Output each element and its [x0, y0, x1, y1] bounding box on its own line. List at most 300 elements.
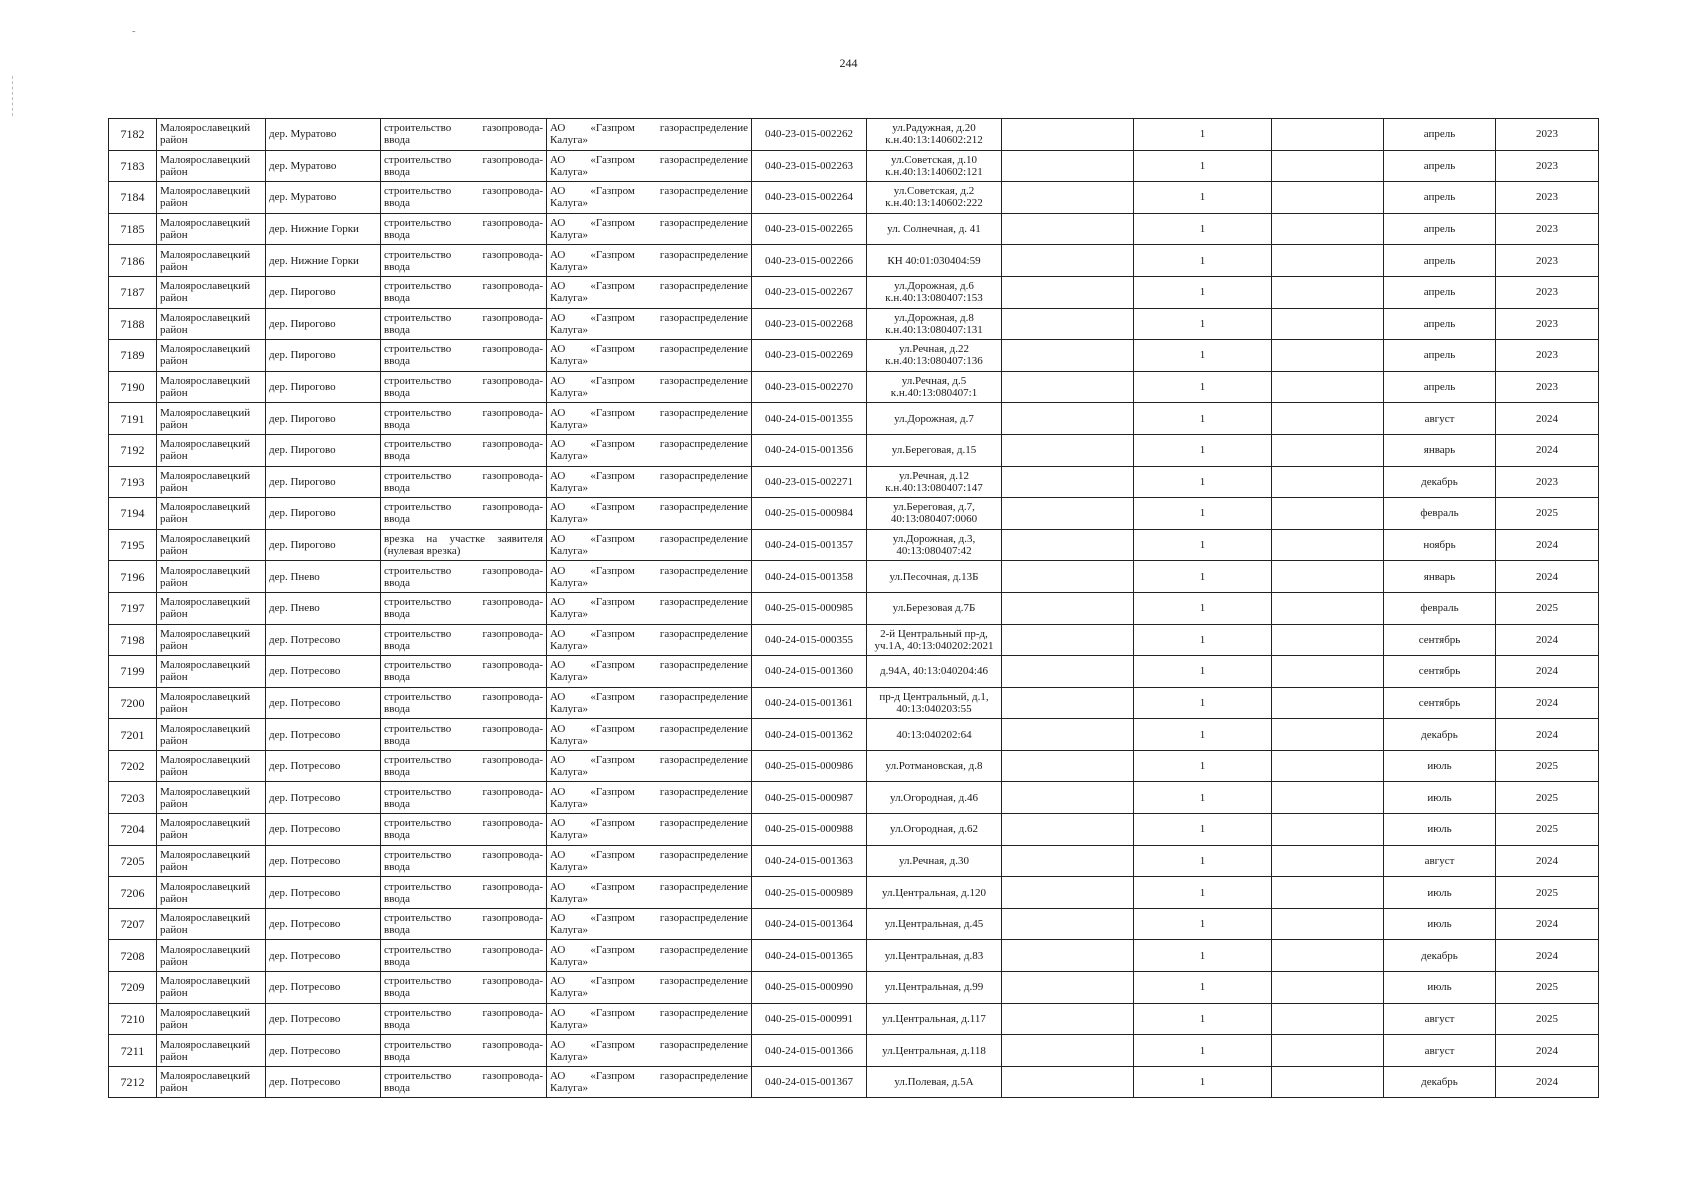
work-type-cell [381, 972, 547, 1004]
year-cell: 2023 [1496, 371, 1599, 403]
locality-cell: дер. Пирогово [266, 403, 381, 435]
year-cell: 2023 [1496, 119, 1599, 151]
work-type-cell [381, 371, 547, 403]
year-cell: 2025 [1496, 750, 1599, 782]
organization-cell [547, 782, 752, 814]
work-type-cell [381, 182, 547, 214]
district-cell: Малоярославецкий район [157, 814, 266, 846]
organization-cell-line: Калуга» [550, 545, 589, 558]
address-cell [867, 498, 1002, 530]
organization-cell-line: Калуга» [550, 1082, 589, 1095]
blank-cell [1002, 1066, 1134, 1098]
quantity-cell: 1 [1134, 1035, 1272, 1067]
organization-cell-line: Калуга» [550, 987, 589, 1000]
work-type-cell-line: ввода [384, 323, 410, 336]
month-cell: июль [1384, 782, 1496, 814]
blank-cell [1002, 308, 1134, 340]
month-cell: июль [1384, 814, 1496, 846]
organization-cell [547, 276, 752, 308]
organization-cell-line: Калуга» [550, 1050, 589, 1063]
table-row [109, 814, 1599, 846]
organization-cell-line: АО «Газпром газораспределение [550, 469, 748, 482]
address-line: к.н.40:13:080407:136 [885, 355, 983, 368]
year-cell: 2023 [1496, 276, 1599, 308]
district-cell: Малоярославецкий район [157, 150, 266, 182]
address-line: ул.Дорожная, д.7 [894, 412, 974, 425]
address-line: ул.Речная, д.30 [898, 854, 970, 867]
organization-cell [547, 908, 752, 940]
district-cell: Малоярославецкий район [157, 750, 266, 782]
work-type-cell [381, 1003, 547, 1035]
work-type-cell-line: строительство газопровода- [384, 406, 543, 419]
work-type-cell [381, 656, 547, 688]
address-line: 40:13:040203:55 [896, 702, 972, 715]
organization-cell [547, 561, 752, 593]
month-cell: декабрь [1384, 940, 1496, 972]
work-type-cell-line: строительство газопровода- [384, 375, 543, 388]
work-type-cell-line: ввода [384, 987, 410, 1000]
application-code-cell: 040-25-015-000984 [752, 498, 867, 530]
blank-cell [1272, 814, 1384, 846]
locality-cell: дер. Пирогово [266, 434, 381, 466]
organization-cell [547, 498, 752, 530]
work-type-cell [381, 845, 547, 877]
year-cell: 2025 [1496, 592, 1599, 624]
work-type-cell-line: строительство газопровода- [384, 627, 543, 640]
locality-cell: дер. Муратово [266, 150, 381, 182]
month-cell: ноябрь [1384, 529, 1496, 561]
address-cell [867, 434, 1002, 466]
year-cell: 2024 [1496, 940, 1599, 972]
address-cell [867, 972, 1002, 1004]
month-cell: август [1384, 403, 1496, 435]
application-code-cell: 040-23-015-002263 [752, 150, 867, 182]
address-cell [867, 1066, 1002, 1098]
application-code-cell: 040-25-015-000991 [752, 1003, 867, 1035]
address-line: к.н.40:13:140602:212 [885, 134, 983, 147]
locality-cell: дер. Потресово [266, 845, 381, 877]
month-cell: декабрь [1384, 466, 1496, 498]
month-cell: июль [1384, 972, 1496, 1004]
address-line: ул.Огородная, д.62 [890, 823, 978, 836]
work-type-cell-line: строительство газопровода- [384, 722, 543, 735]
year-cell: 2024 [1496, 1066, 1599, 1098]
address-cell [867, 656, 1002, 688]
address-line: пр-д Центральный, д.1, [879, 690, 989, 703]
district-cell: Малоярославецкий район [157, 119, 266, 151]
year-cell: 2023 [1496, 466, 1599, 498]
quantity-cell: 1 [1134, 119, 1272, 151]
application-code-cell: 040-25-015-000989 [752, 877, 867, 909]
month-cell: апрель [1384, 182, 1496, 214]
year-cell: 2025 [1496, 877, 1599, 909]
address-line: ул.Центральная, д.118 [882, 1044, 986, 1057]
work-type-cell-line: ввода [384, 1018, 410, 1031]
organization-cell-line: АО «Газпром газораспределение [550, 1070, 748, 1083]
row-number-cell: 7191 [109, 403, 157, 435]
row-number-cell: 7204 [109, 814, 157, 846]
address-line: к.н.40:13:080407:131 [885, 323, 983, 336]
row-number-cell: 7211 [109, 1035, 157, 1067]
district-cell: Малоярославецкий район [157, 245, 266, 277]
organization-cell [547, 1003, 752, 1035]
organization-cell-line: АО «Газпром газораспределение [550, 564, 748, 577]
year-cell: 2024 [1496, 403, 1599, 435]
organization-cell [547, 814, 752, 846]
locality-cell: дер. Потресово [266, 782, 381, 814]
district-cell: Малоярославецкий район [157, 908, 266, 940]
address-line: к.н.40:13:140602:222 [885, 197, 983, 210]
application-code-cell: 040-24-015-001361 [752, 687, 867, 719]
quantity-cell: 1 [1134, 561, 1272, 593]
address-line: ул.Дорожная, д.3, [892, 533, 976, 546]
page-number: 244 [839, 56, 858, 70]
address-cell [867, 371, 1002, 403]
blank-cell [1272, 782, 1384, 814]
organization-cell-line: АО «Газпром газораспределение [550, 627, 748, 640]
locality-cell: дер. Пирогово [266, 498, 381, 530]
organization-cell [547, 1066, 752, 1098]
year-cell: 2025 [1496, 782, 1599, 814]
address-cell [867, 340, 1002, 372]
organization-cell-line: Калуга» [550, 450, 589, 463]
work-type-cell-line: ввода [384, 513, 410, 526]
work-type-cell [381, 877, 547, 909]
locality-cell: дер. Пнево [266, 592, 381, 624]
organization-cell [547, 877, 752, 909]
work-type-cell-line: ввода [384, 892, 410, 905]
row-number-cell: 7203 [109, 782, 157, 814]
work-type-cell-line: ввода [384, 734, 410, 747]
work-type-cell [381, 782, 547, 814]
work-type-cell [381, 308, 547, 340]
organization-cell-line: АО «Газпром газораспределение [550, 1038, 748, 1051]
organization-cell [547, 529, 752, 561]
address-line: ул.Ротмановская, д.8 [885, 760, 983, 773]
work-type-cell-line: строительство газопровода- [384, 848, 543, 861]
month-cell: сентябрь [1384, 656, 1496, 688]
work-type-cell-line: строительство газопровода- [384, 564, 543, 577]
row-number-cell: 7195 [109, 529, 157, 561]
quantity-cell: 1 [1134, 498, 1272, 530]
blank-cell [1002, 877, 1134, 909]
quantity-cell: 1 [1134, 150, 1272, 182]
table-row [109, 403, 1599, 435]
locality-cell: дер. Нижние Горки [266, 245, 381, 277]
work-type-cell-line: строительство газопровода- [384, 785, 543, 798]
application-code-cell: 040-23-015-002268 [752, 308, 867, 340]
year-cell: 2024 [1496, 624, 1599, 656]
address-cell [867, 1003, 1002, 1035]
address-cell [867, 940, 1002, 972]
organization-cell-line: АО «Газпром газораспределение [550, 943, 748, 956]
district-cell: Малоярославецкий район [157, 498, 266, 530]
blank-cell [1002, 119, 1134, 151]
address-cell [867, 308, 1002, 340]
month-cell: апрель [1384, 119, 1496, 151]
blank-cell [1002, 150, 1134, 182]
organization-cell [547, 182, 752, 214]
scan-margin-marks [12, 76, 14, 116]
locality-cell: дер. Муратово [266, 119, 381, 151]
application-code-cell: 040-24-015-001362 [752, 719, 867, 751]
quantity-cell: 1 [1134, 972, 1272, 1004]
blank-cell [1002, 687, 1134, 719]
work-type-cell-line: строительство газопровода- [384, 438, 543, 451]
work-type-cell [381, 245, 547, 277]
application-code-cell: 040-24-015-000355 [752, 624, 867, 656]
month-cell: апрель [1384, 340, 1496, 372]
work-type-cell [381, 529, 547, 561]
month-cell: январь [1384, 434, 1496, 466]
work-type-cell-line: строительство газопровода- [384, 754, 543, 767]
locality-cell: дер. Потресово [266, 908, 381, 940]
organization-cell [547, 592, 752, 624]
organization-cell-line: АО «Газпром газораспределение [550, 153, 748, 166]
address-cell [867, 276, 1002, 308]
work-type-cell-line: строительство газопровода- [384, 280, 543, 293]
blank-cell [1272, 119, 1384, 151]
district-cell: Малоярославецкий район [157, 1066, 266, 1098]
organization-cell-line: АО «Газпром газораспределение [550, 596, 748, 609]
blank-cell [1272, 150, 1384, 182]
address-cell [867, 119, 1002, 151]
organization-cell-line: АО «Газпром газораспределение [550, 975, 748, 988]
organization-cell [547, 466, 752, 498]
blank-cell [1002, 245, 1134, 277]
address-line: КН 40:01:030404:59 [887, 254, 981, 267]
month-cell: апрель [1384, 245, 1496, 277]
organization-cell [547, 940, 752, 972]
table-row [109, 1035, 1599, 1067]
district-cell: Малоярославецкий район [157, 719, 266, 751]
blank-cell [1272, 371, 1384, 403]
organization-cell [547, 371, 752, 403]
work-type-cell-line: строительство газопровода- [384, 1070, 543, 1083]
blank-cell [1002, 276, 1134, 308]
address-line: ул.Береговая, д.15 [891, 444, 977, 457]
address-cell [867, 182, 1002, 214]
row-number-cell: 7188 [109, 308, 157, 340]
month-cell: сентябрь [1384, 624, 1496, 656]
address-cell [867, 466, 1002, 498]
locality-cell: дер. Потресово [266, 1066, 381, 1098]
address-cell [867, 782, 1002, 814]
row-number-cell: 7193 [109, 466, 157, 498]
organization-cell [547, 213, 752, 245]
work-type-cell [381, 150, 547, 182]
month-cell: апрель [1384, 213, 1496, 245]
quantity-cell: 1 [1134, 213, 1272, 245]
organization-cell-line: АО «Газпром газораспределение [550, 438, 748, 451]
work-type-cell-line: ввода [384, 671, 410, 684]
district-cell: Малоярославецкий район [157, 403, 266, 435]
year-cell: 2024 [1496, 687, 1599, 719]
quantity-cell: 1 [1134, 845, 1272, 877]
quantity-cell: 1 [1134, 1003, 1272, 1035]
organization-cell-line: АО «Газпром газораспределение [550, 880, 748, 893]
organization-cell-line: Калуга» [550, 323, 589, 336]
year-cell: 2025 [1496, 498, 1599, 530]
work-type-cell-line: ввода [384, 134, 410, 147]
blank-cell [1272, 1066, 1384, 1098]
blank-cell [1272, 213, 1384, 245]
quantity-cell: 1 [1134, 719, 1272, 751]
year-cell: 2024 [1496, 1035, 1599, 1067]
work-type-cell-line: строительство газопровода- [384, 912, 543, 925]
address-line: ул.Центральная, д.83 [884, 949, 984, 962]
work-type-cell-line: строительство газопровода- [384, 975, 543, 988]
blank-cell [1272, 466, 1384, 498]
organization-cell [547, 119, 752, 151]
address-line: к.н.40:13:140602:121 [885, 165, 983, 178]
row-number-cell: 7202 [109, 750, 157, 782]
district-cell: Малоярославецкий район [157, 1003, 266, 1035]
address-cell [867, 529, 1002, 561]
organization-cell-line: АО «Газпром газораспределение [550, 754, 748, 767]
organization-cell-line: Калуга» [550, 260, 589, 273]
year-cell: 2024 [1496, 908, 1599, 940]
blank-cell [1272, 434, 1384, 466]
organization-cell-line: Калуга» [550, 892, 589, 905]
quantity-cell: 1 [1134, 814, 1272, 846]
row-number-cell: 7212 [109, 1066, 157, 1098]
locality-cell: дер. Пирогово [266, 340, 381, 372]
work-type-cell [381, 1035, 547, 1067]
work-type-cell-line: строительство газопровода- [384, 1038, 543, 1051]
organization-cell-line: Калуга» [550, 418, 589, 431]
address-line: ул.Советская, д.2 [893, 185, 975, 198]
blank-cell [1272, 940, 1384, 972]
application-code-cell: 040-25-015-000986 [752, 750, 867, 782]
work-type-cell [381, 719, 547, 751]
work-type-cell [381, 119, 547, 151]
address-line: уч.1А, 40:13:040202:2021 [874, 639, 994, 652]
table-row [109, 750, 1599, 782]
table-row [109, 845, 1599, 877]
month-cell: декабрь [1384, 719, 1496, 751]
address-line: ул.Дорожная, д.8 [894, 311, 974, 324]
organization-cell-line: АО «Газпром газораспределение [550, 217, 748, 230]
address-cell [867, 1035, 1002, 1067]
district-cell: Малоярославецкий район [157, 782, 266, 814]
blank-cell [1272, 687, 1384, 719]
month-cell: июль [1384, 750, 1496, 782]
quantity-cell: 1 [1134, 624, 1272, 656]
table-row [109, 276, 1599, 308]
work-type-cell-line: строительство газопровода- [384, 311, 543, 324]
application-code-cell: 040-23-015-002271 [752, 466, 867, 498]
organization-cell [547, 245, 752, 277]
application-code-cell: 040-23-015-002267 [752, 276, 867, 308]
address-cell [867, 592, 1002, 624]
organization-cell [547, 972, 752, 1004]
month-cell: июль [1384, 877, 1496, 909]
blank-cell [1272, 276, 1384, 308]
district-cell: Малоярославецкий район [157, 466, 266, 498]
blank-cell [1002, 529, 1134, 561]
month-cell: сентябрь [1384, 687, 1496, 719]
row-number-cell: 7189 [109, 340, 157, 372]
month-cell: август [1384, 1003, 1496, 1035]
district-cell: Малоярославецкий район [157, 308, 266, 340]
organization-cell-line: Калуга» [550, 829, 589, 842]
quantity-cell: 1 [1134, 877, 1272, 909]
organization-cell-line: Калуга» [550, 608, 589, 621]
work-type-cell-line: строительство газопровода- [384, 153, 543, 166]
registry-table [108, 118, 1599, 1098]
address-cell [867, 561, 1002, 593]
work-type-cell-line: ввода [384, 1050, 410, 1063]
table-row [109, 529, 1599, 561]
work-type-cell-line: врезка на участке заявителя [384, 533, 543, 546]
blank-cell [1272, 245, 1384, 277]
work-type-cell-line: ввода [384, 702, 410, 715]
organization-cell [547, 750, 752, 782]
organization-cell-line: АО «Газпром газораспределение [550, 659, 748, 672]
work-type-cell [381, 498, 547, 530]
application-code-cell: 040-23-015-002269 [752, 340, 867, 372]
district-cell: Малоярославецкий район [157, 972, 266, 1004]
address-cell [867, 750, 1002, 782]
organization-cell [547, 624, 752, 656]
application-code-cell: 040-23-015-002264 [752, 182, 867, 214]
blank-cell [1002, 213, 1134, 245]
organization-cell-line: Калуга» [550, 355, 589, 368]
application-code-cell: 040-25-015-000987 [752, 782, 867, 814]
organization-cell-line: Калуга» [550, 134, 589, 147]
application-code-cell: 040-24-015-001365 [752, 940, 867, 972]
address-cell [867, 814, 1002, 846]
blank-cell [1002, 624, 1134, 656]
work-type-cell [381, 276, 547, 308]
month-cell: декабрь [1384, 1066, 1496, 1098]
quantity-cell: 1 [1134, 782, 1272, 814]
address-line: ул.Березовая д.7Б [892, 602, 976, 615]
table-row [109, 624, 1599, 656]
address-line: ул.Речная, д.12 [898, 469, 970, 482]
month-cell: август [1384, 1035, 1496, 1067]
work-type-cell-line: ввода [384, 481, 410, 494]
address-cell [867, 908, 1002, 940]
row-number-cell: 7185 [109, 213, 157, 245]
work-type-cell-line: строительство газопровода- [384, 469, 543, 482]
blank-cell [1002, 814, 1134, 846]
address-cell [867, 687, 1002, 719]
address-line: ул.Песочная, д.13Б [889, 570, 979, 583]
blank-cell [1002, 1035, 1134, 1067]
year-cell: 2024 [1496, 845, 1599, 877]
table-row [109, 972, 1599, 1004]
application-code-cell: 040-24-015-001355 [752, 403, 867, 435]
organization-cell-line: Калуга» [550, 797, 589, 810]
quantity-cell: 1 [1134, 340, 1272, 372]
application-code-cell: 040-23-015-002270 [752, 371, 867, 403]
blank-cell [1002, 434, 1134, 466]
district-cell: Малоярославецкий район [157, 213, 266, 245]
year-cell: 2024 [1496, 561, 1599, 593]
address-line: ул.Речная, д.5 [901, 375, 967, 388]
quantity-cell: 1 [1134, 371, 1272, 403]
locality-cell: дер. Пнево [266, 561, 381, 593]
table-row [109, 466, 1599, 498]
organization-cell-line: АО «Газпром газораспределение [550, 912, 748, 925]
work-type-cell-line: строительство газопровода- [384, 659, 543, 672]
work-type-cell [381, 908, 547, 940]
year-cell: 2023 [1496, 182, 1599, 214]
district-cell: Малоярославецкий район [157, 371, 266, 403]
blank-cell [1002, 940, 1134, 972]
